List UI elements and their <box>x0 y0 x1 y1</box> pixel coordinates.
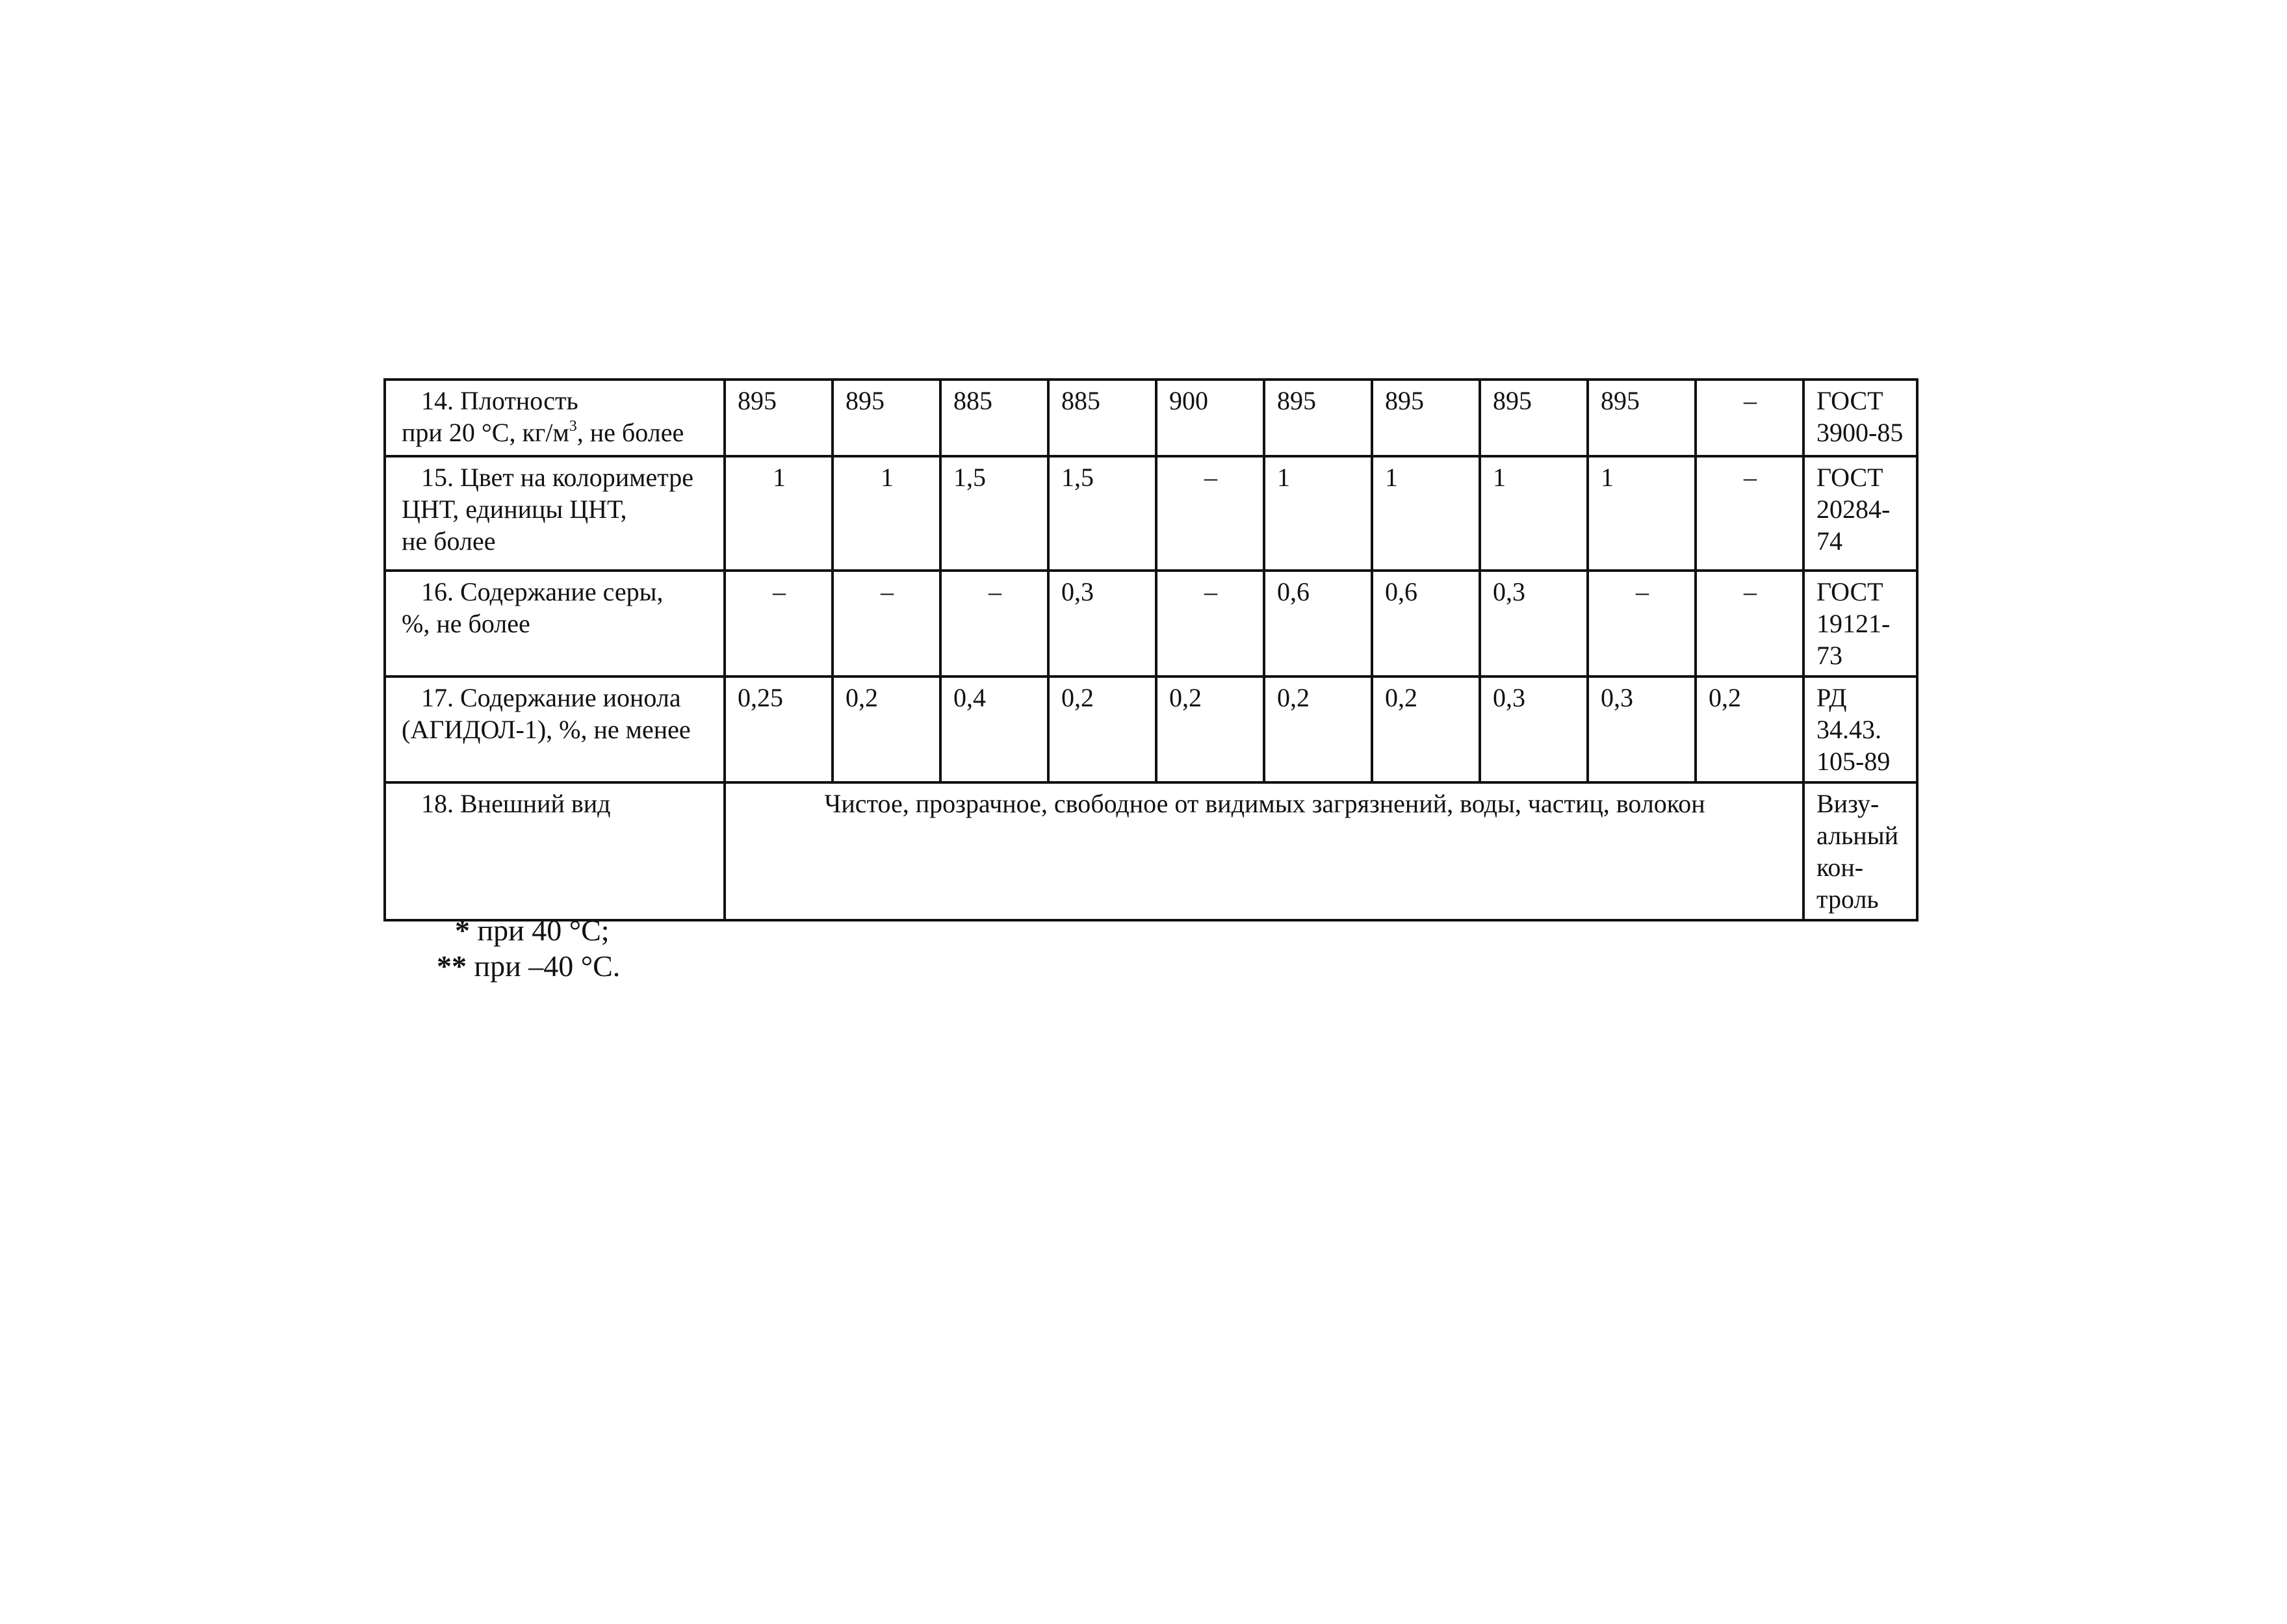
value-cell: – <box>1156 571 1264 677</box>
value-cell: 0,2 <box>1048 677 1156 782</box>
table-row <box>385 456 1917 571</box>
test-method-cell: ГОСТ 20284- 74 <box>1803 456 1917 571</box>
property-name-cell: 17. Содержание ионола (АГИДОЛ-1), %, не менее <box>385 677 725 782</box>
property-name-cell <box>385 380 725 456</box>
value-cell: 895 <box>833 380 940 456</box>
value-cell: – <box>833 571 940 677</box>
value-cell: 0,3 <box>1588 677 1696 782</box>
value-cell: 895 <box>725 380 833 456</box>
value-cell: 895 <box>1588 380 1696 456</box>
value-cell: 1,5 <box>940 456 1048 571</box>
value-cell: 0,6 <box>1372 571 1480 677</box>
value-cell: 0,3 <box>1048 571 1156 677</box>
value-cell: 895 <box>1372 380 1480 456</box>
property-name-cell: 16. Содержание серы, %, не более <box>385 571 725 677</box>
superscript: 3 <box>569 418 577 435</box>
value-cell: 1,5 <box>1048 456 1156 571</box>
value-cell: 1 <box>1264 456 1372 571</box>
value-cell: 885 <box>1048 380 1156 456</box>
value-cell: 1 <box>1480 456 1588 571</box>
value-cell: 0,2 <box>1696 677 1803 782</box>
table-row <box>385 571 1917 677</box>
footnote: * при 40 °С; <box>455 914 610 947</box>
value-cell: 1 <box>725 456 833 571</box>
value-cell: – <box>940 571 1048 677</box>
table-row <box>385 677 1917 782</box>
value-cell: – <box>725 571 833 677</box>
test-method-cell: ГОСТ 19121- 73 <box>1803 571 1917 677</box>
value-cell: – <box>1696 456 1803 571</box>
merged-value-cell: Чистое, прозрачное, свободное от видимых загрязнений, воды, частиц, волокон <box>725 782 1803 920</box>
property-name-cell: 18. Внешний вид <box>385 782 725 920</box>
value-cell: 0,4 <box>940 677 1048 782</box>
value-cell: 1 <box>833 456 940 571</box>
footnotes <box>437 912 620 984</box>
value-cell: – <box>1588 571 1696 677</box>
value-cell: 1 <box>1588 456 1696 571</box>
value-cell: 0,25 <box>725 677 833 782</box>
footnote: ** при –40 °С. <box>437 949 621 983</box>
value-cell: – <box>1156 456 1264 571</box>
value-cell: 1 <box>1372 456 1480 571</box>
value-cell: 0,2 <box>833 677 940 782</box>
value-cell: 0,3 <box>1480 571 1588 677</box>
test-method-cell: РД 34.43. 105-89 <box>1803 677 1917 782</box>
test-method-cell: Визу- альный кон- троль <box>1803 782 1917 920</box>
property-name-cell: 15. Цвет на колориметре ЦНТ, единицы ЦНТ, не более <box>385 456 725 571</box>
value-cell: 0,6 <box>1264 571 1372 677</box>
table-row <box>385 380 1917 456</box>
value-cell: 900 <box>1156 380 1264 456</box>
value-cell: 0,2 <box>1264 677 1372 782</box>
value-cell: 895 <box>1480 380 1588 456</box>
value-cell: 885 <box>940 380 1048 456</box>
property-name-line: при 20 °С, $кг/м^3$, не более <box>402 418 684 447</box>
specifications-table <box>383 378 1919 922</box>
value-cell: 895 <box>1264 380 1372 456</box>
property-name-line: 14. Плотность <box>421 386 578 415</box>
value-cell: – <box>1696 380 1803 456</box>
table-row <box>385 782 1917 920</box>
value-cell: – <box>1696 571 1803 677</box>
value-cell: 0,2 <box>1372 677 1480 782</box>
value-cell: 0,2 <box>1156 677 1264 782</box>
test-method-cell: ГОСТ 3900-85 <box>1803 380 1917 456</box>
value-cell: 0,3 <box>1480 677 1588 782</box>
